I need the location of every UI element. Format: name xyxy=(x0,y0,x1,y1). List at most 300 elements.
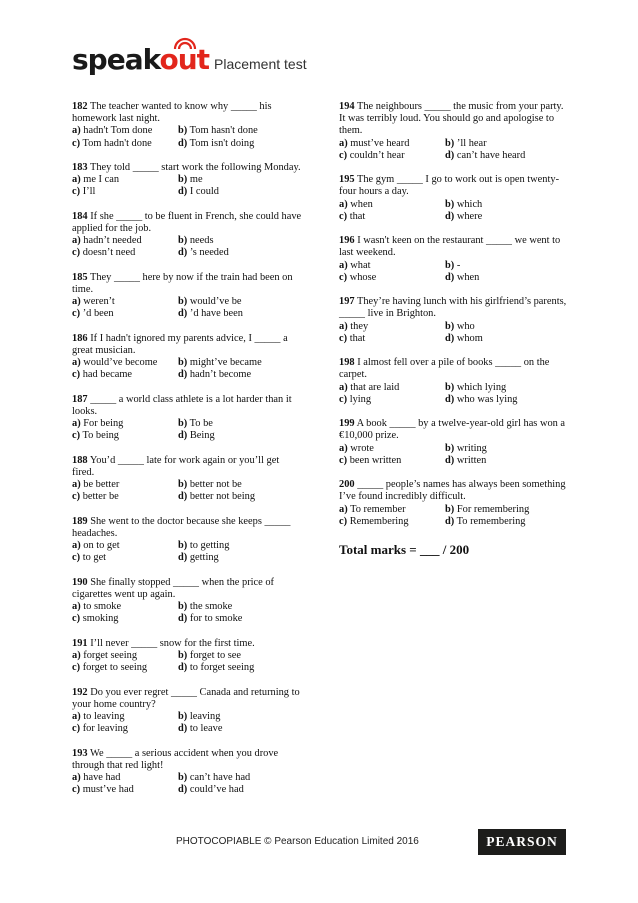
option-text: can’t have heard xyxy=(456,149,526,161)
answer-option xyxy=(339,150,445,162)
question-stem xyxy=(72,748,304,772)
answer-option xyxy=(339,321,445,333)
option-text: me I can xyxy=(83,174,120,186)
option-text: whose xyxy=(349,271,377,283)
question-text: The teacher wanted to know why _____ his homework last night. xyxy=(72,101,272,125)
option-text: what xyxy=(350,259,371,271)
question-number: 193 xyxy=(72,747,88,759)
option-letter: c) xyxy=(339,271,348,283)
question-number: 182 xyxy=(72,101,88,112)
right-question-list xyxy=(339,101,571,528)
question-196 xyxy=(339,235,571,284)
option-text: forget seeing xyxy=(83,650,138,661)
option-letter: c) xyxy=(339,149,348,161)
answer-option xyxy=(339,455,445,467)
option-letter: a) xyxy=(72,540,81,552)
option-letter: c) xyxy=(339,454,348,466)
option-text: weren’t xyxy=(83,296,115,308)
option-letter: b) xyxy=(445,198,455,210)
question-stem xyxy=(339,479,571,503)
option-letter: d) xyxy=(445,271,455,283)
option-text: hadn’t become xyxy=(189,369,252,381)
question-stem xyxy=(339,174,571,198)
question-text: The neighbours _____ the music from your party. It was terribly loud. You should go and apologise to them. xyxy=(339,101,564,137)
option-text: who was lying xyxy=(456,393,518,405)
option-text: ’ll hear xyxy=(456,137,487,149)
question-text: We _____ a serious accident when you drove through that red light! xyxy=(72,747,279,771)
question-number: 191 xyxy=(72,637,88,649)
option-letter: b) xyxy=(445,442,455,454)
option-letter: d) xyxy=(445,332,455,344)
option-letter: c) xyxy=(72,137,81,149)
option-letter: b) xyxy=(178,125,188,137)
answer-option xyxy=(72,772,178,784)
option-letter: b) xyxy=(178,601,188,613)
question-number: 197 xyxy=(339,296,355,308)
question-text: If she _____ to be fluent in French, she could have applied for the job. xyxy=(72,210,302,234)
option-text: couldn’t hear xyxy=(349,149,405,161)
answer-option xyxy=(72,308,178,320)
answer-option xyxy=(72,479,178,491)
answer-option xyxy=(72,430,178,442)
option-letter: b) xyxy=(445,137,455,149)
question-183 xyxy=(72,162,304,199)
logo-prefix: speak xyxy=(72,43,160,76)
option-letter: d) xyxy=(178,137,188,149)
question-number: 194 xyxy=(339,101,355,112)
option-letter: c) xyxy=(339,393,348,405)
answer-option xyxy=(339,443,445,455)
answer-option xyxy=(178,357,304,369)
question-number: 186 xyxy=(72,332,88,344)
answer-option xyxy=(178,125,304,137)
question-text: Do you ever regret _____ Canada and returning to your home country? xyxy=(72,686,300,710)
option-text: lying xyxy=(349,393,372,405)
answer-options xyxy=(339,504,571,528)
answer-options xyxy=(72,235,304,259)
option-letter: d) xyxy=(445,149,455,161)
answer-option xyxy=(72,418,178,430)
option-letter: a) xyxy=(72,479,81,491)
answer-option xyxy=(339,272,445,284)
question-number: 190 xyxy=(72,576,88,588)
question-stem xyxy=(339,418,571,442)
option-text: when xyxy=(350,198,373,210)
answer-option xyxy=(178,723,304,735)
answer-option xyxy=(178,247,304,259)
option-text: would’ve become xyxy=(83,357,158,369)
option-letter: a) xyxy=(339,503,348,515)
answer-option xyxy=(178,784,304,796)
option-text: that xyxy=(349,210,366,222)
option-text: better be xyxy=(82,491,119,503)
answer-option xyxy=(178,186,304,198)
answer-option xyxy=(72,723,178,735)
answer-option xyxy=(339,199,445,211)
option-letter: d) xyxy=(178,552,188,564)
answer-option xyxy=(72,125,178,137)
answer-option xyxy=(178,369,304,381)
option-text: me xyxy=(189,174,203,186)
answer-option xyxy=(445,272,571,284)
answer-option xyxy=(72,369,178,381)
option-text: forget to see xyxy=(189,650,242,661)
option-letter: c) xyxy=(72,552,81,564)
option-text: to getting xyxy=(189,540,230,552)
question-text: _____ people’s names has always been something I’ve found incredibly difficult. xyxy=(339,479,566,503)
option-letter: b) xyxy=(178,711,188,722)
option-text: been written xyxy=(349,454,402,466)
answer-options xyxy=(72,174,304,198)
question-text: _____ a world class athlete is a lot harder than it looks. xyxy=(72,393,292,417)
option-letter: a) xyxy=(72,125,81,137)
question-188 xyxy=(72,455,304,504)
answer-option xyxy=(178,138,304,150)
answer-option xyxy=(178,613,304,625)
question-stem xyxy=(72,162,304,174)
question-184 xyxy=(72,211,304,260)
option-text: doesn’t need xyxy=(82,247,136,259)
answer-options xyxy=(72,357,304,381)
question-number: 189 xyxy=(72,515,88,527)
option-text: could’ve had xyxy=(189,784,244,796)
option-letter: d) xyxy=(178,723,188,735)
logo-accent: out xyxy=(159,43,210,76)
option-letter: a) xyxy=(72,711,81,722)
option-text: Tom isn't doing xyxy=(189,137,255,149)
option-text: leaving xyxy=(189,711,221,722)
option-letter: d) xyxy=(178,430,188,442)
option-letter: c) xyxy=(72,491,81,503)
question-text: I’ll never _____ snow for the first time. xyxy=(90,637,255,649)
question-stem xyxy=(339,235,571,259)
answer-option xyxy=(72,138,178,150)
question-text: I almost fell over a pile of books _____ on the carpet. xyxy=(339,357,550,381)
option-text: hadn’t needed xyxy=(83,235,142,247)
answer-options xyxy=(72,711,304,735)
question-stem xyxy=(72,101,304,125)
answer-option xyxy=(339,382,445,394)
answer-option xyxy=(178,418,304,430)
question-stem xyxy=(72,272,304,296)
question-stem xyxy=(72,394,304,418)
question-number: 192 xyxy=(72,686,88,698)
answer-option xyxy=(178,174,304,186)
answer-option xyxy=(339,394,445,406)
question-186 xyxy=(72,333,304,382)
question-stem xyxy=(72,211,304,235)
question-text: You’d _____ late for work again or you’ll get fired. xyxy=(72,454,280,478)
answer-option xyxy=(445,333,571,345)
question-stem xyxy=(339,296,571,320)
option-letter: b) xyxy=(445,381,455,393)
question-text: They told _____ start work the following Monday. xyxy=(90,162,301,173)
answer-options xyxy=(339,443,571,467)
option-letter: a) xyxy=(72,174,81,186)
question-text: They’re having lunch with his girlfriend’s parents, _____ live in Brighton. xyxy=(339,296,567,320)
option-letter: a) xyxy=(72,772,81,783)
option-letter: b) xyxy=(178,235,188,247)
answer-option xyxy=(445,455,571,467)
option-letter: d) xyxy=(178,784,188,796)
pearson-logo: PEARSON xyxy=(478,829,566,855)
option-letter: a) xyxy=(339,259,348,271)
answer-option xyxy=(339,211,445,223)
option-text: getting xyxy=(189,552,219,564)
answer-options xyxy=(72,650,304,674)
option-letter: d) xyxy=(178,613,188,625)
option-text: To being xyxy=(82,430,119,442)
option-text: better not being xyxy=(189,491,256,503)
option-letter: d) xyxy=(178,186,188,198)
option-letter: c) xyxy=(72,308,81,320)
answer-options xyxy=(339,382,571,406)
option-text: where xyxy=(456,210,483,222)
question-stem xyxy=(72,333,304,357)
option-letter: b) xyxy=(178,650,188,661)
answer-option xyxy=(72,662,178,674)
answer-option xyxy=(339,138,445,150)
option-text: that xyxy=(349,332,366,344)
option-letter: b) xyxy=(178,418,188,430)
answer-option xyxy=(178,772,304,784)
option-text: can’t have had xyxy=(189,772,251,783)
answer-option xyxy=(72,491,178,503)
option-letter: a) xyxy=(72,418,81,430)
answer-option xyxy=(72,613,178,625)
option-text: that are laid xyxy=(350,381,400,393)
option-text: forget to seeing xyxy=(82,662,148,674)
option-text: had became xyxy=(82,369,133,381)
answer-option xyxy=(72,296,178,308)
answer-option xyxy=(178,711,304,723)
answer-option xyxy=(445,260,571,272)
option-text: would’ve be xyxy=(189,296,242,308)
answer-options xyxy=(339,260,571,284)
answer-option xyxy=(445,211,571,223)
option-text: writing xyxy=(456,442,487,454)
option-letter: c) xyxy=(339,332,348,344)
question-text: They _____ here by now if the train had been on time. xyxy=(72,271,293,295)
option-letter: c) xyxy=(72,662,81,674)
question-189 xyxy=(72,516,304,565)
answer-options xyxy=(339,199,571,223)
option-letter: c) xyxy=(72,784,81,796)
option-letter: c) xyxy=(72,430,81,442)
answer-option xyxy=(339,333,445,345)
answer-option xyxy=(445,394,571,406)
option-text: have had xyxy=(83,772,121,783)
option-letter: a) xyxy=(339,442,348,454)
question-text: A book _____ by a twelve-year-old girl has won a €10,000 prize. xyxy=(339,418,566,442)
answer-option xyxy=(72,186,178,198)
option-text: better not be xyxy=(189,479,242,491)
question-number: 183 xyxy=(72,162,88,173)
answer-options xyxy=(72,601,304,625)
answer-option xyxy=(72,540,178,552)
answer-options xyxy=(72,772,304,796)
option-letter: b) xyxy=(178,357,188,369)
question-number: 187 xyxy=(72,393,88,405)
option-letter: a) xyxy=(339,198,348,210)
answer-option xyxy=(178,296,304,308)
option-letter: d) xyxy=(445,515,455,527)
question-stem xyxy=(72,455,304,479)
option-text: hadn't Tom done xyxy=(83,125,153,137)
option-text: who xyxy=(456,320,475,332)
question-193 xyxy=(72,748,304,797)
answer-option xyxy=(72,174,178,186)
option-letter: c) xyxy=(339,210,348,222)
option-text: be better xyxy=(83,479,120,491)
option-text: For being xyxy=(83,418,124,430)
answer-options xyxy=(72,418,304,442)
option-text: to smoke xyxy=(83,601,122,613)
answer-options xyxy=(339,321,571,345)
question-number: 195 xyxy=(339,174,355,186)
answer-option xyxy=(72,247,178,259)
question-number: 184 xyxy=(72,210,88,222)
option-text: wrote xyxy=(350,442,374,454)
answer-option xyxy=(178,650,304,662)
option-text: on to get xyxy=(83,540,120,552)
option-text: Tom hasn't done xyxy=(189,125,258,137)
option-text: needs xyxy=(189,235,214,247)
option-text: I could xyxy=(189,186,220,198)
option-text: when xyxy=(456,271,480,283)
option-text: Remembering xyxy=(349,515,409,527)
question-number: 196 xyxy=(339,235,355,247)
right-question-column xyxy=(339,101,571,556)
question-stem xyxy=(72,577,304,601)
question-text: The gym _____ I go to work out is open twenty-four hours a day. xyxy=(339,174,560,198)
option-letter: c) xyxy=(339,515,348,527)
option-text: must’ve heard xyxy=(350,137,410,149)
option-text: must’ve had xyxy=(82,784,134,796)
option-text: ’d been xyxy=(82,308,114,320)
question-stem xyxy=(339,101,571,138)
answer-options xyxy=(72,479,304,503)
question-number: 200 xyxy=(339,479,355,491)
answer-option xyxy=(72,552,178,564)
option-letter: b) xyxy=(178,540,188,552)
option-text: might’ve became xyxy=(189,357,262,369)
option-letter: a) xyxy=(339,137,348,149)
option-letter: a) xyxy=(72,296,81,308)
question-stem xyxy=(339,357,571,381)
copyright-footer: PHOTOCOPIABLE © Pearson Education Limited 2016 xyxy=(176,836,419,847)
option-letter: a) xyxy=(72,601,81,613)
option-letter: d) xyxy=(445,210,455,222)
answer-options xyxy=(72,125,304,149)
option-text: Tom hadn't done xyxy=(82,137,152,149)
speakout-logo xyxy=(72,44,209,76)
answer-option xyxy=(445,138,571,150)
answer-option xyxy=(178,430,304,442)
option-letter: d) xyxy=(178,369,188,381)
question-192 xyxy=(72,687,304,736)
option-text: they xyxy=(350,320,369,332)
question-text: If I hadn't ignored my parents advice, I _____ a great musician. xyxy=(72,332,288,356)
question-number: 188 xyxy=(72,454,88,466)
option-text: smoking xyxy=(82,613,119,625)
question-stem xyxy=(72,516,304,540)
option-letter: c) xyxy=(72,613,81,625)
question-number: 199 xyxy=(339,418,355,430)
answer-option xyxy=(445,443,571,455)
option-letter: d) xyxy=(178,662,188,674)
question-199 xyxy=(339,418,571,467)
answer-option xyxy=(178,235,304,247)
option-letter: a) xyxy=(72,650,81,661)
option-letter: b) xyxy=(178,772,188,783)
option-text: for to smoke xyxy=(189,613,243,625)
answer-options xyxy=(339,138,571,162)
answer-option xyxy=(339,516,445,528)
option-text: whom xyxy=(456,332,483,344)
answer-option xyxy=(178,662,304,674)
question-text: I wasn't keen on the restaurant _____ we went to last weekend. xyxy=(339,235,561,259)
option-text: ’d have been xyxy=(189,308,243,320)
answer-option xyxy=(72,235,178,247)
answer-options xyxy=(72,296,304,320)
answer-option xyxy=(445,516,571,528)
question-200 xyxy=(339,479,571,528)
option-letter: d) xyxy=(445,454,455,466)
option-letter: d) xyxy=(178,247,188,259)
option-letter: c) xyxy=(72,186,81,198)
option-letter: b) xyxy=(445,320,455,332)
answer-option xyxy=(178,308,304,320)
answer-options xyxy=(72,540,304,564)
option-text: which lying xyxy=(456,381,507,393)
option-letter: b) xyxy=(178,296,188,308)
question-number: 198 xyxy=(339,357,355,369)
question-187 xyxy=(72,394,304,443)
answer-option xyxy=(72,601,178,613)
option-text: To remembering xyxy=(456,515,526,527)
answer-option xyxy=(72,357,178,369)
answer-option xyxy=(339,260,445,272)
option-letter: d) xyxy=(445,393,455,405)
question-197 xyxy=(339,296,571,345)
option-letter: a) xyxy=(72,235,81,247)
option-text: To remember xyxy=(350,503,406,515)
question-185 xyxy=(72,272,304,321)
option-letter: c) xyxy=(72,247,81,259)
question-stem xyxy=(72,638,304,650)
option-text: I’ll xyxy=(82,186,96,198)
question-198 xyxy=(339,357,571,406)
option-letter: b) xyxy=(445,503,455,515)
answer-option xyxy=(178,479,304,491)
question-182 xyxy=(72,101,304,150)
question-194 xyxy=(339,101,571,162)
left-question-column xyxy=(72,101,304,809)
option-letter: a) xyxy=(72,357,81,369)
total-marks: Total marks = ___ / 200 xyxy=(339,542,470,558)
answer-option xyxy=(445,199,571,211)
question-text: She finally stopped _____ when the price of cigarettes went up again. xyxy=(72,576,275,600)
question-195 xyxy=(339,174,571,223)
option-text: Being xyxy=(189,430,215,442)
option-letter: a) xyxy=(339,381,348,393)
answer-option xyxy=(72,650,178,662)
option-letter: d) xyxy=(178,491,188,503)
answer-option xyxy=(178,540,304,552)
option-text: to forget seeing xyxy=(189,662,255,674)
option-letter: c) xyxy=(72,723,81,735)
